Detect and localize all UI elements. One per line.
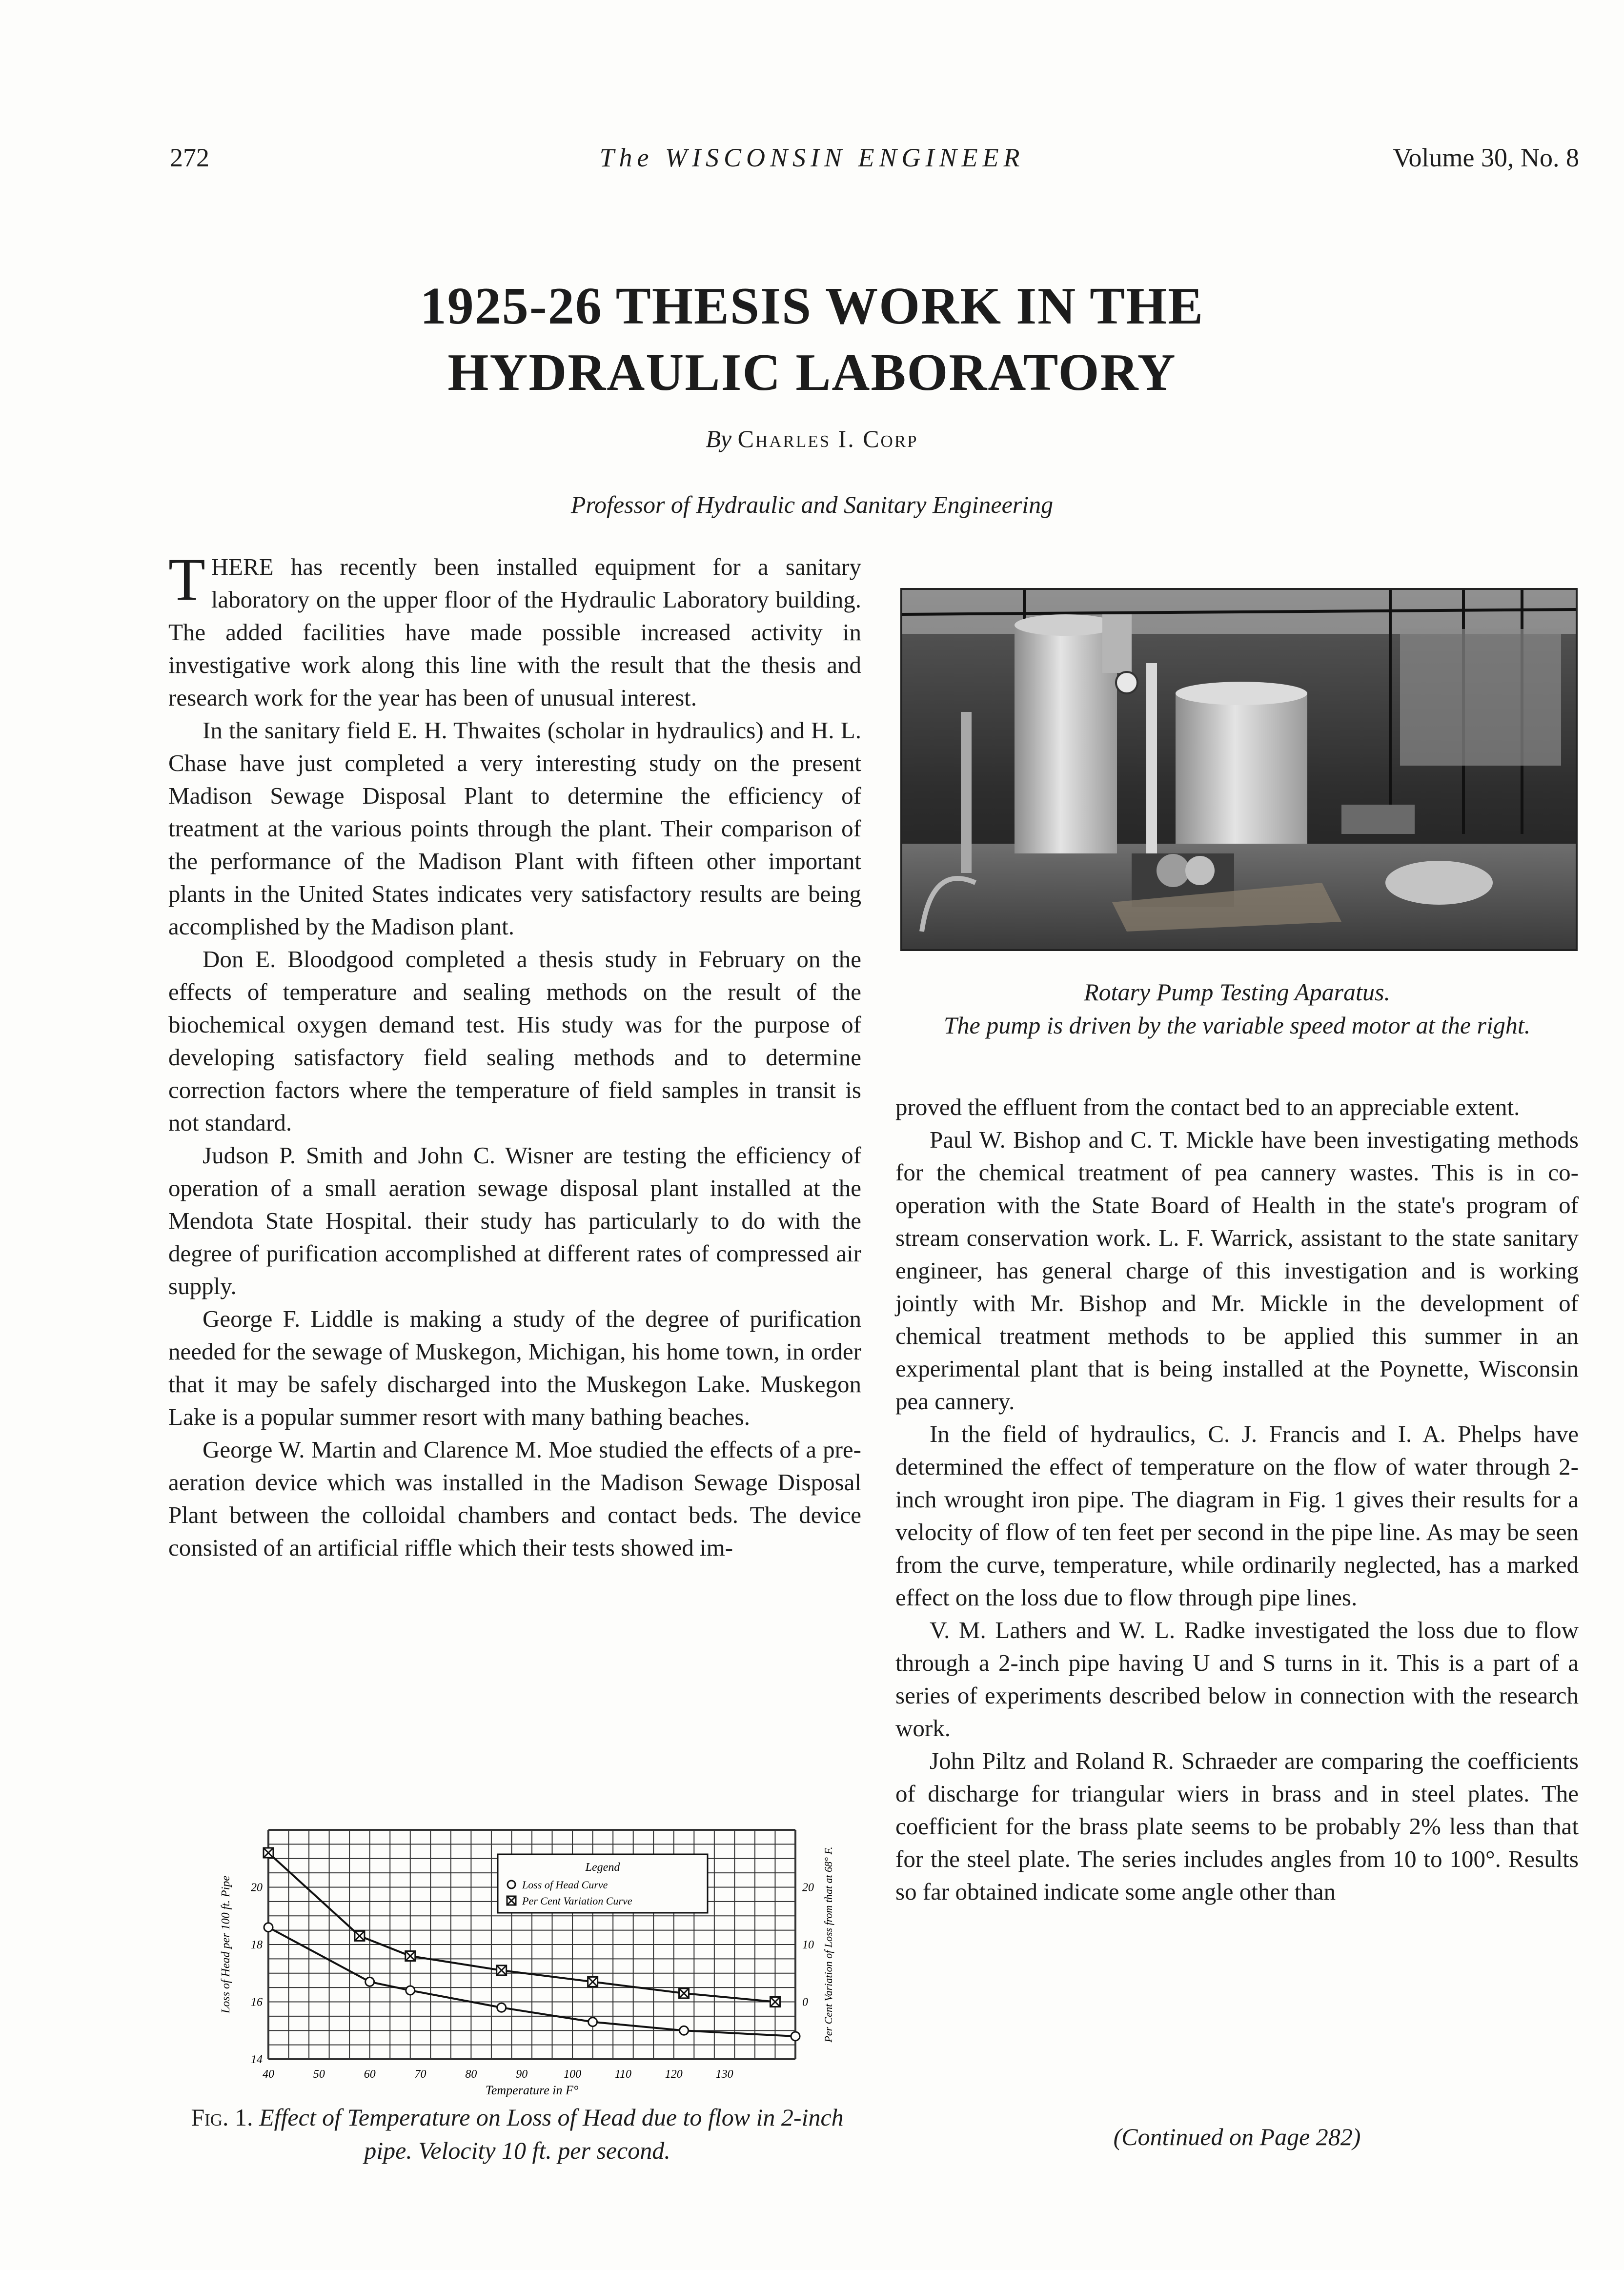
figure-caption (171, 2101, 864, 2167)
y-tick-label: 14 (251, 2053, 263, 2066)
legend-marker-circle (508, 1881, 515, 1888)
data-point-circle (264, 1923, 273, 1932)
data-point-circle (589, 2018, 597, 2027)
data-point-circle (791, 2032, 800, 2041)
y-tick-label: 20 (251, 1881, 263, 1894)
x-tick-label: 80 (465, 2068, 477, 2081)
paragraph: V. M. Lathers and W. L. Radke investigated the loss due to flow through a 2-inch pipe having U and S turns in it. This is a part of a series of experiments described below in connection with the research work. (895, 1617, 1579, 1742)
x-tick-label: 110 (614, 2068, 632, 2081)
y-tick-label: 16 (251, 1996, 263, 2009)
paragraph: George F. Liddle is making a study of the degree of purification needed for the sewage of Muskegon, Michigan, his home town, in order that it may be safely discharged into the Muskegon Lake. Muskegon Lake is a popular summer resort with many bathing beaches. (168, 1305, 861, 1430)
page-number: 272 (170, 143, 209, 172)
photo-illustration (902, 590, 1576, 949)
x-tick-label: 90 (516, 2068, 528, 2081)
x-tick-label: 60 (364, 2068, 376, 2081)
paragraph: In the sanitary field E. H. Thwaites (scholar in hydraulics) and H. L. Chase have just completed a very interesting study on the present Madison Sewage Disposal Plant to determine the efficiency of treatment at the various points through the plant. Their comparison of the performance of the Madison Plant with fifteen other important plants in the United States indicates very satisfactory results are being accomplished by the Madison plant. (168, 717, 861, 940)
paragraph: Don E. Bloodgood completed a thesis study in February on the effects of temperature and sealing methods on the result of the biochemical oxygen demand test. His study was for the purpose of developing satisfactory field sealing methods and to determine correction factors where the temperature of field samples in transit is not standard. (168, 946, 861, 1136)
author-affiliation: Professor of Hydraulic and Sanitary Engineering (570, 491, 1054, 518)
paragraph: George W. Martin and Clarence M. Moe studied the effects of a pre-aeration device which was installed in the Madison Sewage Disposal Plant between the colloidal chambers and contact beds. The device consisted of an artificial riffle which their tests showed im- (168, 1436, 861, 1561)
pump-apparatus-photo (900, 588, 1578, 951)
data-point-circle (406, 1986, 415, 1995)
author-name: Charles I. Corp (737, 425, 918, 452)
loss-of-head-chart (215, 1823, 869, 2101)
x-tick-label: 130 (715, 2068, 733, 2081)
figure-label: Fig. 1. (191, 2104, 253, 2131)
data-point-circle (497, 2003, 506, 2012)
y2-axis-label: Per Cent Variation of Loss from that at 68° F. (822, 1846, 834, 2043)
right-column (895, 1091, 1579, 1908)
legend-entry-2: Per Cent Variation Curve (522, 1895, 632, 1907)
article-title (0, 273, 1624, 406)
paragraph: Judson P. Smith and John C. Wisner are testing the efficiency of operation of a small aeration sewage disposal plant installed at the Mendota State Hospital. their study has particularly to do with the degree of purification accomplished at different rates of compressed air supply. (168, 1142, 861, 1299)
figure-caption-text: Effect of Temperature on Loss of Head due to flow in 2-inch pipe. Velocity 10 ft. per second. (259, 2104, 844, 2164)
y2-tick-label: 10 (802, 1939, 814, 1951)
photo-caption-title: Rotary Pump Testing Aparatus. (1084, 978, 1390, 1006)
legend-entry-1: Loss of Head Curve (522, 1879, 608, 1891)
paragraph (168, 546, 861, 714)
continued-note: (Continued on Page 282) (1113, 2123, 1361, 2150)
article-title-line-1: 1925-26 THESIS WORK IN THE (420, 277, 1204, 335)
y2-tick-label: 20 (802, 1881, 814, 1894)
article-title-line-2: HYDRAULIC LABORATORY (447, 344, 1177, 402)
y2-tick-label: 0 (802, 1996, 808, 2009)
paragraph: proved the effluent from the contact bed to an appreciable extent. (895, 1094, 1520, 1120)
byline-prefix: By (706, 425, 732, 452)
x-tick-label: 50 (313, 2068, 325, 2081)
drop-cap: T (168, 546, 205, 613)
paragraph-text: HERE has recently been installed equipment for a sanitary laboratory on the upper floor of the Hydraulic Laboratory building. The added facilities have made possible increased activity in investigative work along this line with the result that the thesis and research work for the year has been of unusual interest. (168, 553, 861, 711)
data-point-circle (680, 2026, 689, 2035)
y-tick-label: 18 (251, 1939, 263, 1951)
y-axis-label: Loss of Head per 100 ft. Pipe (220, 1876, 232, 2013)
paragraph: John Piltz and Roland R. Schraeder are comparing the coefficients of discharge for triangular wiers in brass and in steel plates. The coefficient for the brass plate seems to be probably 2% less than that for the steel plate. The series includes angles from 10 to 100°. Results so far obtained indicate some angle other than (895, 1747, 1579, 1905)
volume-issue: Volume 30, No. 8 (1393, 143, 1579, 172)
x-axis-label: Temperature in F° (485, 2083, 579, 2097)
x-tick-label: 100 (564, 2068, 582, 2081)
paragraph: In the field of hydraulics, C. J. Francis and I. A. Phelps have determined the effect of temperature on the flow of water through 2-inch wrought iron pipe. The diagram in Fig. 1 gives their results for a velocity of flow of ten feet per second in the pipe line. As may be seen from the curve, temperature, while ordinarily neglected, has a marked effect on the loss due to flow through pipe lines. (895, 1420, 1579, 1611)
legend-title: Legend (585, 1861, 620, 1874)
x-tick-label: 70 (414, 2068, 426, 2081)
byline (0, 425, 1624, 453)
x-tick-label: 120 (665, 2068, 683, 2081)
data-point-circle (365, 1977, 374, 1986)
paragraph: Paul W. Bishop and C. T. Mickle have been investigating methods for the chemical treatment of pea cannery wastes. This is in co-operation with the State Board of Health in the state's program of stream conservation work. L. F. Warrick, assistant to the state sanitary engineer, has general charge of this investigation and is working jointly with Mr. Bishop and Mr. Mickle in the development of chemical treatment methods to be applied this summer in an experimental plant that is being installed at the Poynette, Wisconsin pea cannery. (895, 1126, 1579, 1415)
x-tick-label: 40 (263, 2068, 274, 2081)
photo-caption-text: The pump is driven by the variable speed motor at the right. (943, 1012, 1531, 1039)
journal-title: The WISCONSIN ENGINEER (599, 143, 1025, 172)
left-column (168, 546, 861, 1564)
